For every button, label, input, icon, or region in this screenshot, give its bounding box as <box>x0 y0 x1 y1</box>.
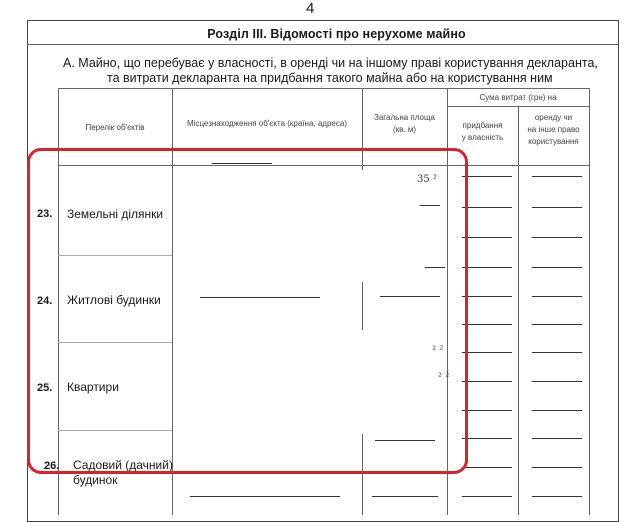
header-location: Місцезнаходження об'єкта (країна, адреса) <box>187 119 347 128</box>
page-number: 4 <box>306 0 315 17</box>
row-label-garden-house-line1: Садовий (дачний) <box>73 458 173 472</box>
header-rent <box>518 112 589 148</box>
subsection-line1: . Майно, що перебуває у власності, в оренді чи на іншому праві користування декларанта, <box>71 56 598 70</box>
row-number: 24. <box>37 295 53 307</box>
header-purchase <box>447 120 518 144</box>
handwritten-area-mark: ² ² <box>432 345 444 356</box>
header-rent-line3: користування <box>528 137 579 146</box>
handwritten-area-mark: 35 ² <box>417 174 437 185</box>
header-rent-line1: оренду чи <box>534 113 573 122</box>
row-label-land: Земельні ділянки <box>67 207 164 221</box>
header-purchase-line2: у власність <box>461 133 504 142</box>
section-title: Розділ III. Відомості про нерухоме майно <box>207 27 466 41</box>
row-label-houses: Житлові будинки <box>67 293 161 307</box>
row-number: 26. <box>44 460 60 472</box>
header-area <box>362 112 447 136</box>
header-area-line2: (кв. м) <box>392 125 417 134</box>
row-label-garden-house-line2: будинок <box>73 473 118 487</box>
row-number: 23. <box>37 208 53 220</box>
header-costs: Сума витрат (грн) на <box>479 93 557 102</box>
header-area-line1: Загальна площа <box>374 113 435 122</box>
row-number: 25. <box>37 382 53 394</box>
subsection-description <box>63 56 598 71</box>
subsection-letter: А <box>63 56 72 70</box>
handwritten-area-mark: ² ² <box>438 372 450 383</box>
header-rent-line2: на інше право <box>527 125 580 134</box>
row-label-apartments: Квартири <box>67 380 119 394</box>
header-purchase-line1: придбання <box>462 121 503 130</box>
red-highlight-annotation <box>27 148 468 474</box>
header-list: Перелік об'єктів <box>85 123 145 132</box>
subsection-line2: та витрати декларанта на придбання такого майна або на користування ним <box>107 71 553 85</box>
